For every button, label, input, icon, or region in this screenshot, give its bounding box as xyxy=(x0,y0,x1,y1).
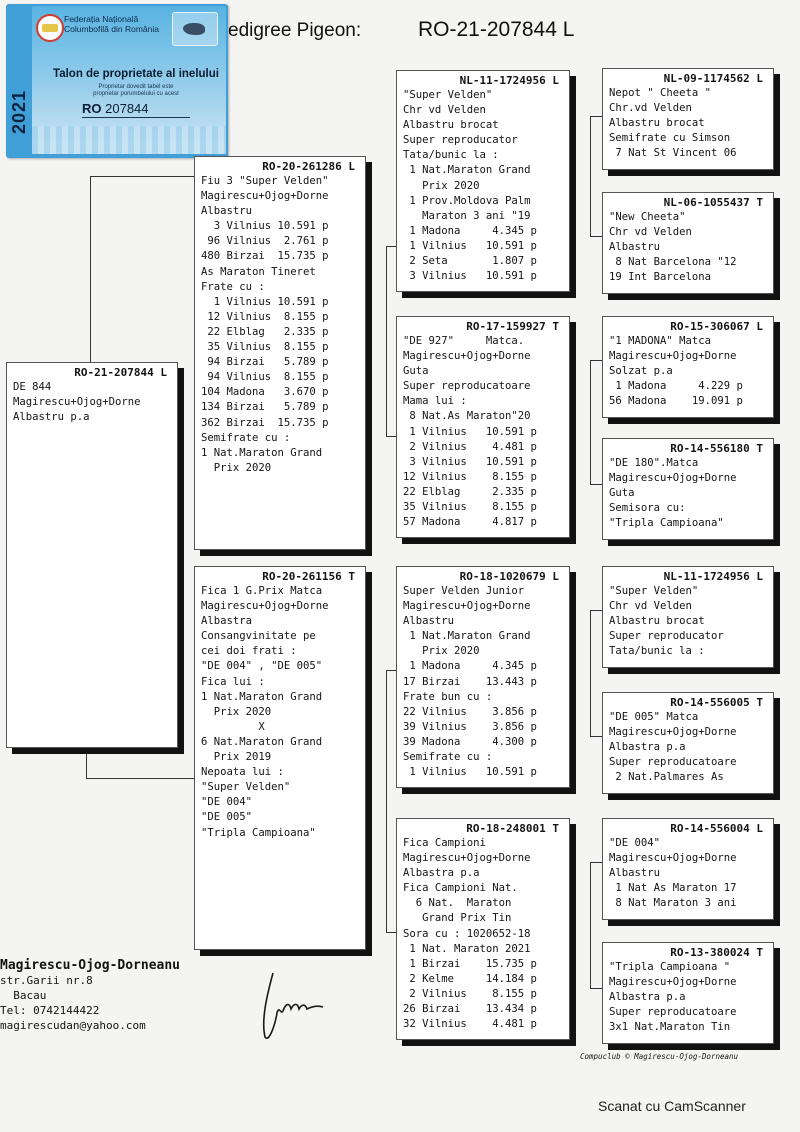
card-line: "Super Velden" xyxy=(609,585,699,597)
card-line: "DE 005" Matca xyxy=(609,711,699,723)
card-line: Albastru brocat xyxy=(609,615,705,628)
connector-dd-dds xyxy=(590,862,602,863)
card-line: 1 Vilnius 10.591 p xyxy=(403,425,537,438)
owner-email[interactable]: magirescudan@yahoo.com xyxy=(0,1019,146,1032)
card-line: "Tripla Campioana " xyxy=(609,961,731,973)
ring-number: RO-15-306067 L xyxy=(670,320,763,333)
card-sire-dam xyxy=(396,316,570,538)
card-line: "DE 927" Matca. xyxy=(403,335,525,347)
card-ds-sire xyxy=(602,566,774,668)
card-dd-sire xyxy=(602,818,774,920)
pigeon-logo-icon xyxy=(172,12,218,46)
ring-number: RO-20-261286 L xyxy=(262,160,355,173)
federation-line-1: Federația Națională xyxy=(64,14,139,24)
card-line: 19 Int Barcelona xyxy=(609,271,712,284)
card-dam-dam xyxy=(396,818,570,1040)
card-line: "DE 180".Matca xyxy=(609,457,699,469)
card-line: 17 Birzai 13.443 p xyxy=(403,675,537,688)
card-dam-sire xyxy=(396,566,570,788)
certificate-title: Talon de proprietate al inelului xyxy=(53,68,219,80)
card-line: As Maraton Tineret xyxy=(201,265,316,278)
ring-number: RO-14-556004 L xyxy=(670,822,763,835)
card-subject xyxy=(6,362,178,748)
card-line: 1 Madona 4.229 p xyxy=(609,380,743,393)
card-line: 12 Vilnius 8.155 p xyxy=(201,310,329,323)
card-line: 2 Kelme 14.184 p xyxy=(403,972,537,985)
owner-block xyxy=(0,958,180,1033)
card-line: "Super Velden" xyxy=(403,89,493,101)
card-line: 2 Vilnius 4.481 p xyxy=(403,440,537,453)
card-line: Prix 2020 xyxy=(403,179,480,192)
card-line: Magirescu+Ojog+Dorne xyxy=(201,600,329,613)
card-line: Albastra p.a xyxy=(609,991,686,1004)
card-line: "DE 004" xyxy=(201,796,253,809)
card-line: 22 Elblag 2.335 p xyxy=(201,325,329,338)
subject-ring-title: RO-21-207844 L xyxy=(418,18,575,41)
card-line: 32 Vilnius 4.481 p xyxy=(403,1018,537,1031)
card-line: 3x1 Nat.Maraton Tin xyxy=(609,1021,731,1034)
card-line: Fiu 3 "Super Velden" xyxy=(201,175,329,187)
ring-number: RO-14-556005 T xyxy=(670,696,763,709)
card-line: Magirescu+Ojog+Dorne xyxy=(609,852,737,865)
card-line: "DE 005" xyxy=(201,811,253,824)
card-line: Super reproducator xyxy=(609,630,724,643)
card-line: Albastru brocat xyxy=(609,117,705,130)
card-line: Super reproducatoare xyxy=(609,1006,737,1019)
fine-print-line-1: Proprietar dovedit tabel este xyxy=(98,84,174,90)
card-line: 6 Nat. Maraton xyxy=(403,897,512,910)
card-line: 1 Birzai 15.735 p xyxy=(403,957,537,970)
owner-phone: Tel: 0742144422 xyxy=(0,1004,100,1017)
card-line: "DE 004" , "DE 005" xyxy=(201,660,323,673)
card-line: 35 Vilnius 8.155 p xyxy=(201,341,329,354)
ring-number: RO-21-207844 L xyxy=(74,366,167,379)
card-sd-dam xyxy=(602,438,774,540)
card-line: 2 Vilnius 8.155 p xyxy=(403,987,537,1000)
ring-number: NL-11-1724956 L xyxy=(459,74,559,87)
certificate-pattern xyxy=(32,126,226,154)
card-line: Super reproducatoare xyxy=(609,756,737,769)
ring-number: NL-11-1724956 L xyxy=(663,570,763,583)
card-line: Magirescu+Ojog+Dorne xyxy=(201,190,329,203)
card-line: Albastru xyxy=(609,241,661,254)
card-line: Semifrate cu : xyxy=(403,751,493,764)
card-line: 1 Nat.Maraton Grand xyxy=(403,164,531,177)
card-line: 56 Madona 19.091 p xyxy=(609,395,743,408)
connector-sd-branch xyxy=(590,360,591,484)
card-line: Chr vd Velden xyxy=(403,104,486,117)
connector-ds-dsd xyxy=(590,736,602,737)
connector-subject-sire-h xyxy=(90,176,194,177)
card-line: Albastru xyxy=(609,867,661,880)
card-line: 104 Madona 3.670 p xyxy=(201,386,329,399)
camscanner-watermark: Scanat cu CamScanner xyxy=(598,1098,746,1114)
card-line: Frate bun cu : xyxy=(403,690,493,703)
card-line: 2 Nat.Palmares As xyxy=(609,771,724,784)
ring-number: NL-06-1055437 T xyxy=(663,196,763,209)
card-line: DE 844 xyxy=(13,381,52,393)
card-line: Super Velden Junior xyxy=(403,585,525,597)
card-line: Albastru xyxy=(403,615,455,628)
certificate-year: 2021 xyxy=(9,89,29,134)
ring-ownership-certificate xyxy=(6,4,228,158)
connector-dd-ddd xyxy=(590,988,602,989)
card-line: 3 Vilnius 10.591 p xyxy=(403,270,537,283)
connector-ss-branch xyxy=(590,116,591,236)
card-line: Consangvinitate pe xyxy=(201,630,316,643)
card-line: Magirescu+Ojog+Dorne xyxy=(403,350,531,363)
card-line: 1 Madona 4.345 p xyxy=(403,660,537,673)
connector-subject-dam-h xyxy=(86,778,194,779)
card-sd-sire xyxy=(602,316,774,418)
card-line: 22 Vilnius 3.856 p xyxy=(403,705,537,718)
card-ss-dam xyxy=(602,192,774,294)
card-line: 94 Vilnius 8.155 p xyxy=(201,371,329,384)
card-line: 39 Vilnius 3.856 p xyxy=(403,720,537,733)
ring-number: RO-18-248001 T xyxy=(466,822,559,835)
card-line: "Tripla Campioana" xyxy=(609,517,724,530)
connector-sire-branch xyxy=(386,246,387,436)
card-line: 1 Madona 4.345 p xyxy=(403,224,537,237)
card-line: Albastra xyxy=(201,615,253,628)
connector-dam-branch xyxy=(386,670,387,932)
certificate-ring-number xyxy=(82,101,190,118)
certificate-fine-print xyxy=(46,84,226,98)
card-line: 3 Vilnius 10.591 p xyxy=(403,455,537,468)
card-line: 1 Vilnius 10.591 p xyxy=(403,766,537,779)
connector-sire-sd xyxy=(386,436,396,437)
card-line: 2 Seta 1.807 p xyxy=(403,255,537,268)
card-line: 1 Nat. Maraton 2021 xyxy=(403,942,531,955)
card-line: 1 Nat As Maraton 17 xyxy=(609,882,737,895)
card-line: 1 Nat.Maraton Grand xyxy=(403,630,531,643)
card-line: Tata/bunic la : xyxy=(403,149,499,162)
card-line: Albastru p.a xyxy=(13,411,90,424)
ring-number: NL-09-1174562 L xyxy=(663,72,763,85)
connector-subject-sire xyxy=(90,176,91,366)
card-line: Nepot " Cheeta " xyxy=(609,87,712,99)
owner-city: Bacau xyxy=(0,989,47,1002)
card-line: "New Cheeta" xyxy=(609,211,686,223)
card-line: 362 Birzai 15.735 p xyxy=(201,416,329,429)
card-line: Magirescu+Ojog+Dorne xyxy=(609,726,737,739)
card-line: Frate cu : xyxy=(201,280,265,293)
card-line: 26 Birzai 13.434 p xyxy=(403,1003,537,1016)
card-sire xyxy=(194,156,366,550)
card-line: 8 Nat Maraton 3 ani xyxy=(609,897,737,910)
card-line: Grand Prix Tin xyxy=(403,912,512,925)
connector-ss-ssd xyxy=(590,236,602,237)
card-line: Magirescu+Ojog+Dorne xyxy=(403,852,531,865)
connector-dam-ds xyxy=(386,670,396,671)
card-line: 1 Nat.Maraton Grand xyxy=(201,446,323,459)
ring-number: 207844 xyxy=(105,101,149,116)
card-line: Prix 2020 xyxy=(201,705,272,718)
card-line: 134 Birzai 5.789 p xyxy=(201,401,329,414)
card-line: Fica Campioni Nat. xyxy=(403,882,518,895)
card-line: 57 Madona 4.817 p xyxy=(403,516,537,529)
card-line: 12 Vilnius 8.155 p xyxy=(403,470,537,483)
card-line: Nepoata lui : xyxy=(201,766,284,779)
card-line: 1 Prov.Moldova Palm xyxy=(403,194,531,207)
card-line: 35 Vilnius 8.155 p xyxy=(403,501,537,514)
card-line: Magirescu+Ojog+Dorne xyxy=(609,472,737,485)
card-line: Albastra p.a xyxy=(403,867,480,880)
ring-number: RO-20-261156 T xyxy=(262,570,355,583)
card-line: Chr vd Velden xyxy=(609,600,692,613)
card-line: 480 Birzai 15.735 p xyxy=(201,250,329,263)
card-line: Fica Campioni xyxy=(403,837,486,849)
card-line: X xyxy=(201,720,265,733)
page-title-label: edigree Pigeon: xyxy=(228,20,362,41)
connector-dam-dd xyxy=(386,932,396,933)
card-line: "Tripla Campioana" xyxy=(201,826,316,839)
ring-prefix: RO xyxy=(82,101,102,116)
card-ds-dam xyxy=(602,692,774,794)
card-line: Super reproducatoare xyxy=(403,380,531,393)
card-line: cei doi frati : xyxy=(201,645,297,658)
card-line: Semifrate cu Simson xyxy=(609,132,731,145)
card-line: Fica lui : xyxy=(201,675,265,688)
card-line: Guta xyxy=(403,365,429,378)
card-line: Albastra p.a xyxy=(609,741,686,754)
card-line: Magirescu+Ojog+Dorne xyxy=(609,976,737,989)
ring-number: RO-14-556180 T xyxy=(670,442,763,455)
card-line: Chr vd Velden xyxy=(609,226,692,239)
card-line: Sora cu : 1020652-18 xyxy=(403,927,531,940)
connector-ss-sss xyxy=(590,116,602,117)
card-dam xyxy=(194,566,366,950)
card-line: 22 Elblag 2.335 p xyxy=(403,485,537,498)
card-line: Semisora cu: xyxy=(609,502,686,515)
card-line: Magirescu+Ojog+Dorne xyxy=(609,350,737,363)
card-line: Mama lui : xyxy=(403,395,467,408)
card-line: Semifrate cu : xyxy=(201,431,291,444)
card-dd-dam xyxy=(602,942,774,1044)
card-line: 39 Madona 4.300 p xyxy=(403,735,537,748)
fine-print-line-2: proprietar porumbelului cu acest xyxy=(93,91,179,97)
connector-sd-sds xyxy=(590,360,602,361)
card-line: 1 Nat.Maraton Grand xyxy=(201,690,323,703)
owner-name: Magirescu-Ojog-Dorneanu xyxy=(0,958,181,973)
card-line: Guta xyxy=(609,487,635,500)
owner-street: str.Garii nr.8 xyxy=(0,974,93,987)
card-line: 1 Vilnius 10.591 p xyxy=(403,239,537,252)
ring-number: RO-18-1020679 L xyxy=(459,570,559,583)
federation-line-2: Columbofilă din România xyxy=(64,24,159,34)
connector-sd-sdd xyxy=(590,484,602,485)
card-line: Solzat p.a xyxy=(609,365,673,378)
federation-emblem-icon xyxy=(36,14,64,42)
card-line: Magirescu+Ojog+Dorne xyxy=(403,600,531,613)
card-line: Albastru brocat xyxy=(403,119,499,132)
card-line: 6 Nat.Maraton Grand xyxy=(201,735,323,748)
card-line: 7 Nat St Vincent 06 xyxy=(609,147,737,160)
card-line: 8 Nat.As Maraton"20 xyxy=(403,410,531,423)
card-line: 3 Vilnius 10.591 p xyxy=(201,220,329,233)
card-line: 8 Nat Barcelona "12 xyxy=(609,256,737,269)
card-line: 1 Vilnius 10.591 p xyxy=(201,295,329,308)
card-line: Prix 2020 xyxy=(403,645,480,658)
connector-ds-dss xyxy=(590,610,602,611)
ring-number: RO-17-159927 T xyxy=(466,320,559,333)
card-line: Super reproducator xyxy=(403,134,518,147)
card-line: Magirescu+Ojog+Dorne xyxy=(13,396,141,409)
connector-subject-dam xyxy=(86,748,87,778)
ring-number: RO-13-380024 T xyxy=(670,946,763,959)
card-line: Albastru xyxy=(201,205,253,218)
card-ss-sire xyxy=(602,68,774,170)
card-line: 96 Vilnius 2.761 p xyxy=(201,235,329,248)
card-line: Fica 1 G.Prix Matca xyxy=(201,585,323,597)
compuclub-credit: Compuclub © Magirescu-Ojog-Dorneanu xyxy=(580,1052,739,1061)
card-line: Maraton 3 ani "19 xyxy=(403,209,531,222)
card-line: Prix 2019 xyxy=(201,751,272,764)
connector-dd-branch xyxy=(590,862,591,988)
card-sire-sire xyxy=(396,70,570,292)
card-line: Chr.vd Velden xyxy=(609,102,692,115)
card-line: Tata/bunic la : xyxy=(609,645,705,658)
connector-sire-ss xyxy=(386,246,396,247)
card-line: "1 MADONA" Matca xyxy=(609,335,712,347)
card-line: Prix 2020 xyxy=(201,461,272,474)
card-line: "DE 004" xyxy=(609,837,661,849)
card-line: "Super Velden" xyxy=(201,781,291,794)
connector-ds-branch xyxy=(590,610,591,736)
federation-name xyxy=(64,14,174,34)
signature-icon xyxy=(255,965,325,1045)
card-line: 94 Birzai 5.789 p xyxy=(201,356,329,369)
